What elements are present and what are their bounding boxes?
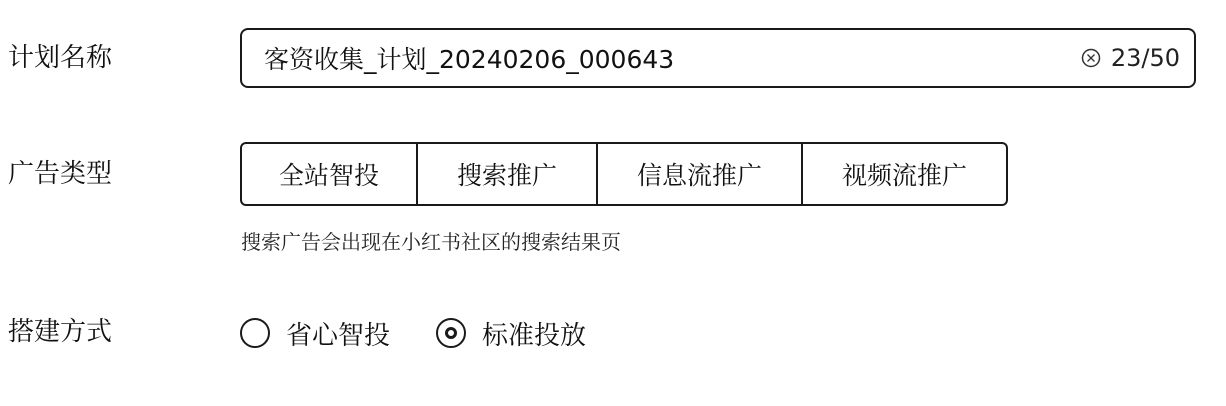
plan-name-label: 计划名称 <box>8 43 113 73</box>
clear-icon[interactable] <box>1081 48 1101 68</box>
radio-label-standard: 标准投放 <box>482 320 587 351</box>
build-method-radio-group <box>240 313 632 353</box>
ad-type-segmented-control <box>240 142 1008 206</box>
radio-option-standard[interactable] <box>436 315 586 352</box>
plan-name-input[interactable] <box>242 30 1081 86</box>
radio-label-easy: 省心智投 <box>286 320 391 351</box>
build-method-label: 搭建方式 <box>8 317 113 347</box>
plan-name-field[interactable] <box>240 28 1196 88</box>
ad-type-option-all-site[interactable]: 全站智投 <box>240 142 418 206</box>
radio-option-easy[interactable] <box>240 315 390 352</box>
radio-checked-icon[interactable] <box>436 318 466 348</box>
ad-type-option-video-feed[interactable]: 视频流推广 <box>801 142 1008 206</box>
ad-type-option-search[interactable]: 搜索推广 <box>416 142 598 206</box>
ad-type-option-feed[interactable]: 信息流推广 <box>596 142 803 206</box>
character-counter: 23/50 <box>1110 44 1180 72</box>
ad-type-hint: 搜索广告会出现在小红书社区的搜索结果页 <box>241 230 621 254</box>
radio-selected-dot <box>445 327 457 339</box>
radio-unchecked-icon[interactable] <box>240 318 270 348</box>
ad-type-label: 广告类型 <box>8 159 113 189</box>
